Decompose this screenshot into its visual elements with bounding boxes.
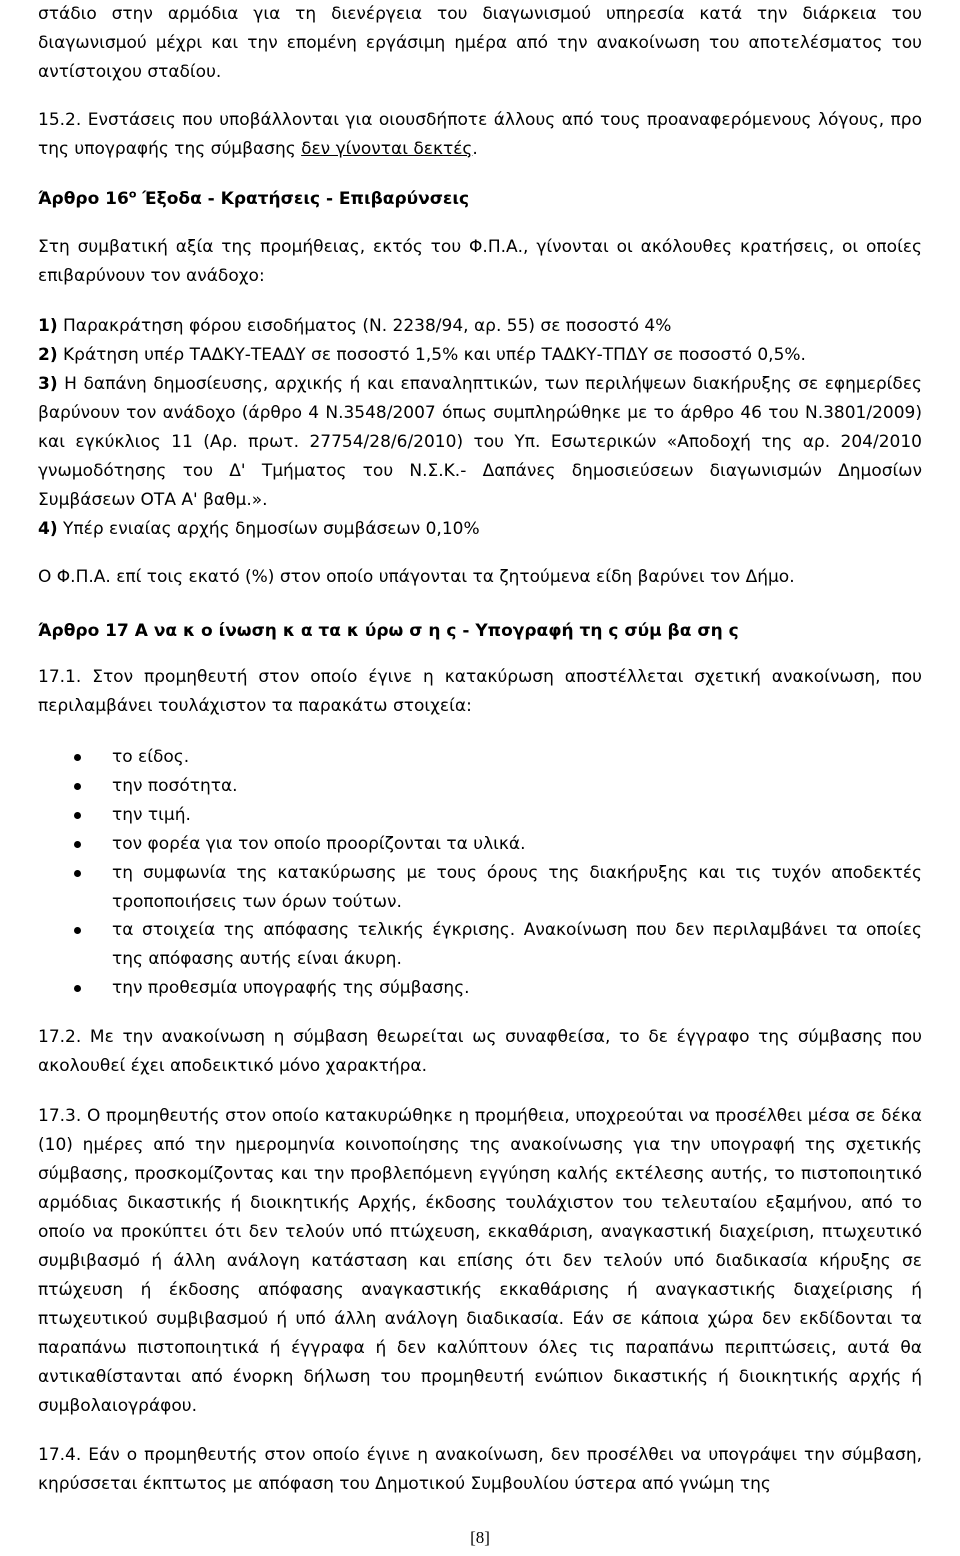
article-16-heading bbox=[38, 185, 922, 214]
deduction-item-1 bbox=[38, 312, 922, 341]
paragraph-17-1: 17.1. Στον προμηθευτή στον οποίο έγινε η κατακύρωση αποστέλλεται σχετική ανακοίνωση, που περιλαμβάνει τουλάχιστον τα παρακάτω στοιχεία: bbox=[38, 667, 922, 716]
item-number: 1) bbox=[38, 316, 58, 336]
ordinal-sup: ο bbox=[128, 187, 137, 201]
paragraph-15-2-text: 15.2. Ενστάσεις που υποβάλλονται για οιουσδήποτε άλλους από τους προαναφερόμενους λόγους, προ της υπογραφής της σύμβασης bbox=[38, 110, 922, 159]
period: . bbox=[472, 139, 478, 159]
item-text: Η δαπάνη δημοσίευσης, αρχικής ή και επαναληπτικών, των περιλήψεων διακήρυξης σε εφημερίδες βαρύνουν τον ανάδοχο (άρθρο 4 Ν.3548/2007 όπως συμπληρώθηκε με το άρθρο 46 του Ν.3801/2009) και εγκύκλιος 11 (Αρ. πρωτ. 27754/28/6/2010) του Υπ. Εσωτερικών «Αποδοχή της αρ. 204/2010 γνωμοδότησης του Δ' Τμήματος του Ν.Σ.Κ.- Δαπάνες δημοσιεύσεων διαγωνισμών Δημοσίων Συμβάσεων ΟΤΑ Α' βαθμ.». bbox=[38, 374, 923, 510]
deduction-item-3 bbox=[38, 370, 922, 515]
item-text: Υπέρ ενιαίας αρχής δημοσίων συμβάσεων 0,10% bbox=[63, 519, 480, 539]
item-text: Κράτηση υπέρ ΤΑΔΚΥ-ΤΕΑΔΥ σε ποσοστό 1,5% και υπέρ ΤΑΔΚΥ-ΤΠΔΥ σε ποσοστό 0,5%. bbox=[63, 345, 806, 365]
paragraph-17-4: 17.4. Εάν ο προμηθευτής στον οποίο έγινε η ανακοίνωση, δεν προσέλθει να υπογράψει την σύμβαση, κηρύσσεται έκπτωτος με απόφαση του Δημοτικού Συμβουλίου ύστερα από γνώμη της bbox=[38, 1445, 922, 1494]
bullet-item: την προθεσμία υπογραφής της σύμβασης. bbox=[74, 974, 922, 1003]
intro-paragraph: στάδιο στην αρμόδια για τη διενέργεια του διαγωνισμού υπηρεσία κατά την διάρκεια του διαγωνισμού μέχρι και την επομένη εργάσιμη ημέρα από την ανακοίνωση του αποτελέσματος του αντίστοιχου σταδίου. bbox=[38, 4, 922, 82]
deduction-item-4 bbox=[38, 515, 922, 544]
bullet-icon bbox=[74, 870, 81, 877]
article-17-heading: Άρθρο 17 Α να κ ο ίνωση κ α τα κ ύρω σ η ς - Υπογραφή τη ς σύμ βα ση ς bbox=[38, 621, 739, 641]
item-number: 2) bbox=[38, 345, 58, 365]
item-text: Παρακράτηση φόρου εισοδήματος (Ν. 2238/94, αρ. 55) σε ποσοστό 4% bbox=[63, 316, 672, 336]
article-16-title: Έξοδα - Κρατήσεις - Επιβαρύνσεις bbox=[136, 189, 470, 209]
bullet-item: τα στοιχεία της απόφασης τελικής έγκρισης. Ανακοίνωση που δεν περιλαμβάνει τα οποίες της απόφασης αυτής είναι άκυρη. bbox=[74, 916, 922, 974]
paragraph-15-2 bbox=[38, 106, 922, 164]
bullet-icon bbox=[74, 783, 81, 790]
bullet-icon bbox=[74, 754, 81, 761]
bullet-icon bbox=[74, 841, 81, 848]
vat-note: Ο Φ.Π.Α. επί τοις εκατό (%) στον οποίο υπάγονται τα ζητούμενα είδη βαρύνει τον Δήμο. bbox=[38, 567, 795, 587]
item-number: 4) bbox=[38, 519, 58, 539]
underlined-text: δεν γίνονται δεκτές bbox=[301, 139, 473, 159]
bullet-icon bbox=[74, 927, 81, 934]
bullet-item: το είδος. bbox=[74, 743, 922, 772]
item-number: 3) bbox=[38, 374, 58, 394]
deduction-item-2 bbox=[38, 341, 922, 370]
paragraph-17-2: 17.2. Με την ανακοίνωση η σύμβαση θεωρείται ως συναφθείσα, το δε έγγραφο της σύμβασης που ακολουθεί έχει αποδεικτικό μόνο χαρακτήρα. bbox=[38, 1027, 922, 1076]
bullet-item: τη συμφωνία της κατακύρωσης με τους όρους της διακήρυξης και τις τυχόν αποδεκτές τροποποιήσεις των όρων τούτων. bbox=[74, 859, 922, 917]
bullet-icon bbox=[74, 812, 81, 819]
bullet-item: την ποσότητα. bbox=[74, 772, 922, 801]
bullet-item: την τιμή. bbox=[74, 801, 922, 830]
page-number: [8] bbox=[470, 1528, 490, 1547]
bullet-item: τον φορέα για τον οποίο προορίζονται τα υλικά. bbox=[74, 830, 922, 859]
bullet-icon bbox=[74, 985, 81, 992]
article-16-number: Άρθρο 16 bbox=[38, 189, 129, 209]
paragraph-17-3: 17.3. Ο προμηθευτής στον οποίο κατακυρώθηκε η προμήθεια, υποχρεούται να προσέλθει μέσα σε δέκα (10) ημέρες από την ημερομηνία κοινοποίησης της ανακοίνωσης για την υπογραφή της σχετικής σύμβασης, προσκομίζοντας και την προβλεπόμενη εγγύηση καλής εκτέλεσης αυτής, το πιστοποιητικό αρμόδιας δικαστικής ή διοικητικής Αρχής, έκδοσης τουλάχιστον του τελευταίου εξαμήνου, από το οποίο να προκύπτει ότι δεν τελούν υπό πτώχευση, εκκαθάριση, αναγκαστική διαχείριση, πτωχευτικό συμβιβασμό ή άλλη ανάλογη κατάσταση και επίσης ότι δεν τελούν υπό διαδικασία κήρυξης σε πτώχευση ή έκδοσης απόφασης αναγκαστικής εκκαθάρισης ή αναγκαστικής διαχείρισης ή πτωχευτικού συμβιβασμού ή υπό άλλη ανάλογη διαδικασία. Εάν σε κάποια χώρα δεν εκδίδονται τα παραπάνω πιστοποιητικά ή έγγραφα ή δεν καλύπτουν όλες τις παραπάνω περιπτώσεις, αυτά θα αντικαθίστανται από ένορκη δήλωση του προμηθευτή ενώπιον δικαστικής ή διοικητικής αρχής ή συμβολαιογράφου. bbox=[38, 1106, 922, 1416]
article-16-intro: Στη συμβατική αξία της προμήθειας, εκτός του Φ.Π.Α., γίνονται οι ακόλουθες κρατήσεις, οι οποίες επιβαρύνουν τον ανάδοχο: bbox=[38, 237, 922, 286]
